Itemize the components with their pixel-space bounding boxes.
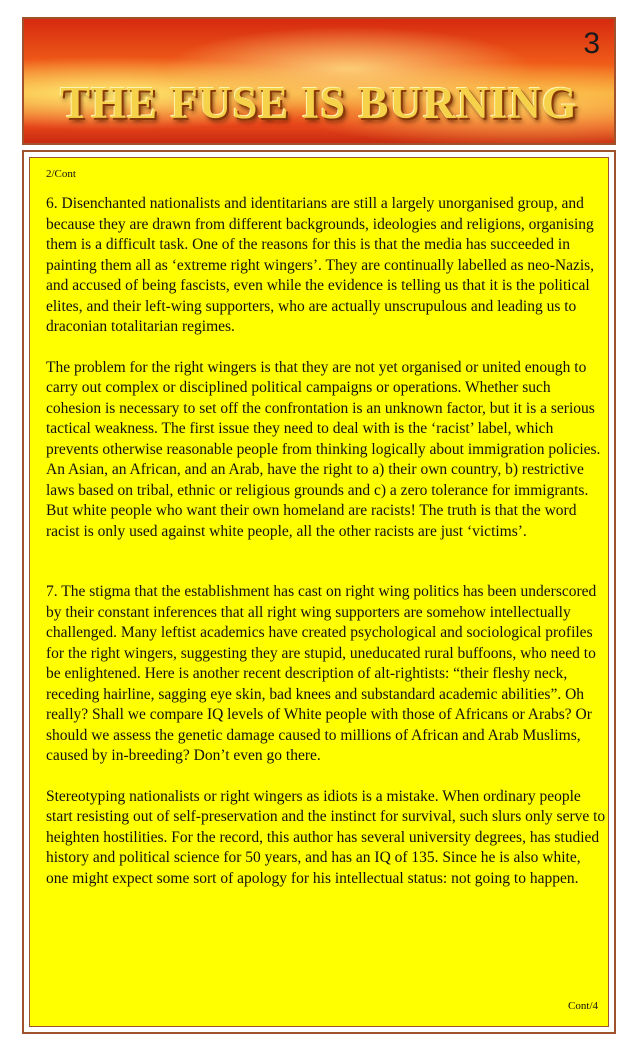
page-frame — [22, 150, 616, 1034]
paragraph: The problem for the right wingers is that they are not yet organised or united enough to carry out complex or disciplined political campaigns or operations. Whether such cohesion is necessary to set off the confrontation is an unknown factor, but it is a serious tactical weakness. The first issue they need to deal with is the ‘racist’ label, which prevents otherwise reasonable people from thinking logically about immigration policies. An Asian, an African, and an Arab, have the right to a) their own country, b) restrictive laws based on tribal, ethnic or religious grounds and c) a zero tolerance for immigrants. But white people who want their own homeland are racists! The truth is that the word racist is only used against white people, all the other racists are just ‘victims’. — [46, 358, 601, 540]
continued-to-label: Cont/4 — [568, 1000, 598, 1012]
paragraph: Stereotyping nationalists or right wingers as idiots is a mistake. When ordinary people start resisting out of self-preservation and the instinct for survival, such slurs only serve to heighten hostilities. For the record, this author has several university degrees, has studied history and political science for 50 years, and has an IQ of 135. Since he is also white, one might expect some sort of apology for his intellectual status: not going to happen. — [46, 787, 606, 887]
header-banner — [22, 17, 616, 145]
paragraph: 7. The stigma that the establishment has cast on right wing politics has been underscored by their constant inferences that all right wing supporters are somehow intellectually challenged. Many leftist academics have created psychological and sociological profiles for the right wingers, suggesting they are stupid, uneducated rural buffoons, who need to be enlightened. Here is another recent description of alt-rightists: “their fleshy neck, receding hairline, sagging eye skin, bad knees and substandard academic abilities”. Oh really? Shall we compare IQ levels of White people with those of Africans or Arabs? Or should we assess the genetic damage caused to millions of African and Arab Muslims, caused by in-breeding? Don’t even go there. — [46, 583, 597, 764]
banner-title: THE FUSE IS BURNING — [60, 78, 578, 128]
paragraph: 6. Disenchanted nationalists and identitarians are still a largely unorganised group, and because they are drawn from different backgrounds, ideologies and religions, organising them is a difficult task. One of the reasons for this is that the media has succeeded in painting them all as ‘extreme right wingers’. They are continually labelled as neo-Nazis, and accused of being fascists, even while the evidence is telling us that it is the political elites, and their left-wing supporters, who are actually unscrupulous and leading us to draconian totalitarian regimes. — [46, 195, 595, 335]
page-number: 3 — [583, 27, 600, 60]
continued-from-label: 2/Cont — [46, 168, 76, 180]
article-body — [46, 194, 606, 889]
content-panel — [29, 157, 609, 1027]
